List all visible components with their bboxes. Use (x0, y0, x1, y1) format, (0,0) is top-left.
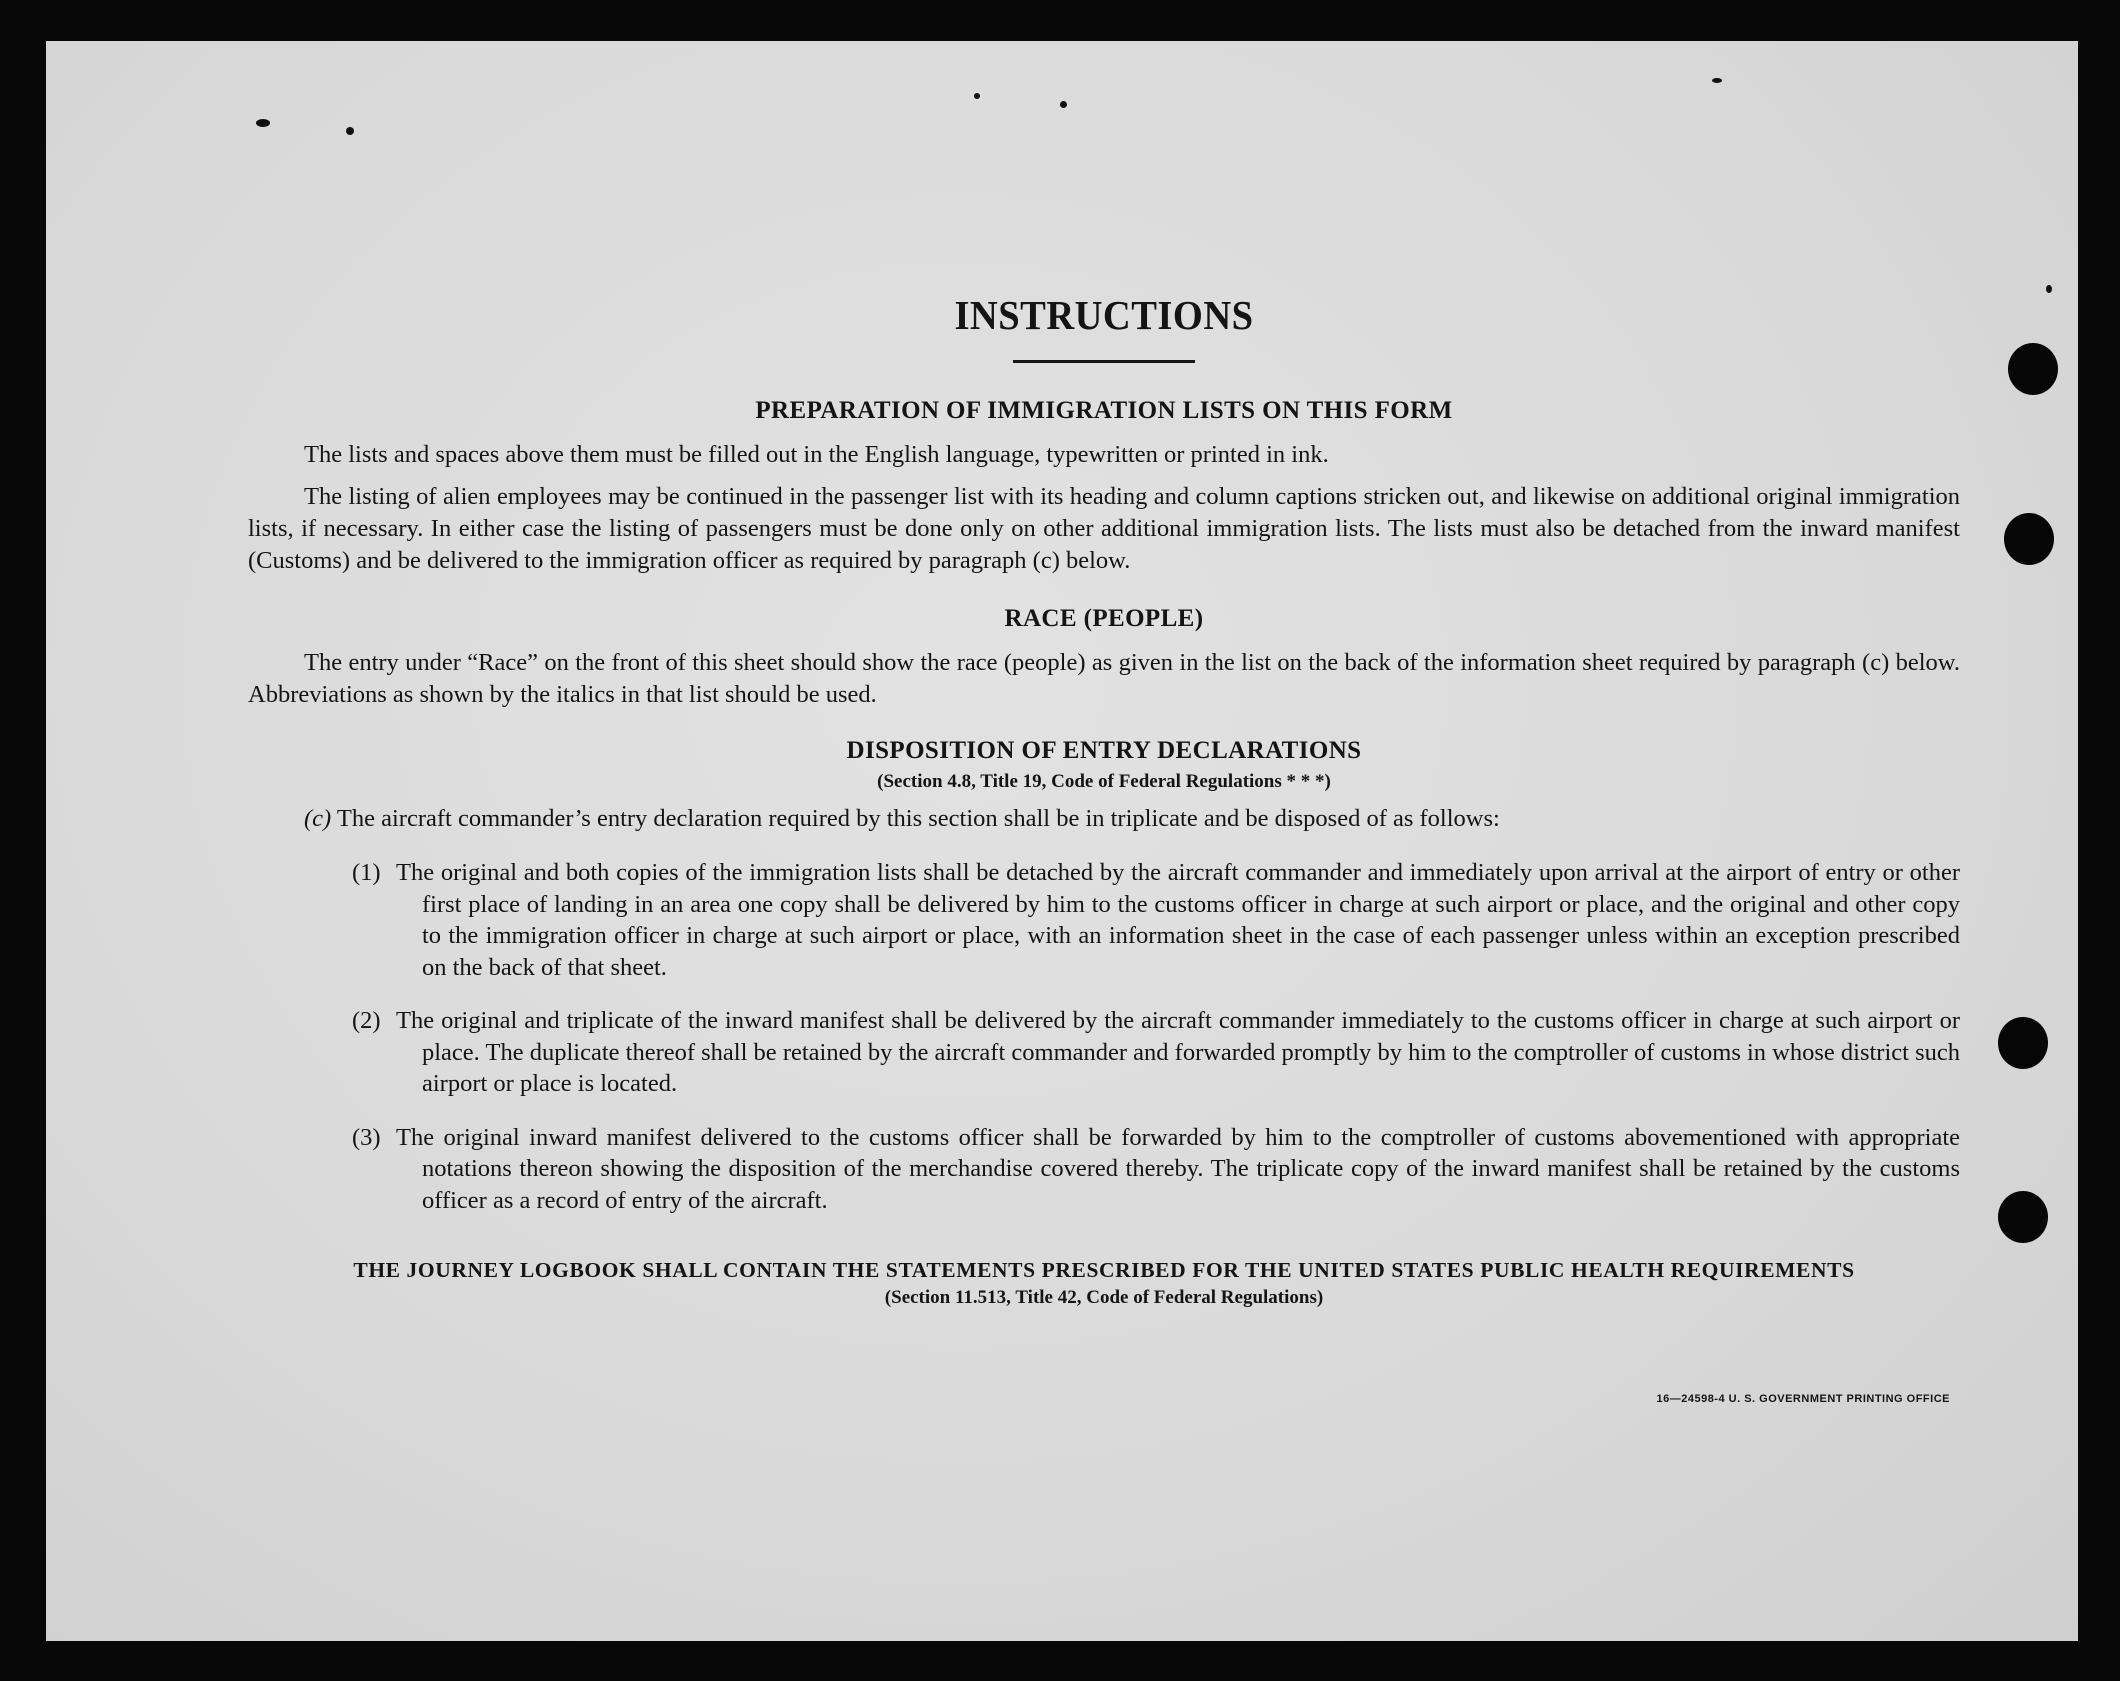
section-heading-race: RACE (PEOPLE) (1004, 605, 1204, 632)
title-underline (1013, 360, 1195, 363)
item-number: (3) (352, 1123, 381, 1151)
punch-hole (2008, 343, 2058, 395)
preparation-paragraph-1: The lists and spaces above them must be filled out in the English language, typewritten or printed in ink. (304, 441, 1329, 468)
speck (256, 119, 270, 127)
speck (974, 93, 980, 99)
punch-hole (2004, 513, 2054, 565)
disposition-reference: (Section 4.8, Title 19, Code of Federal Regulations * * *) (877, 771, 1331, 792)
item-text: The original and both copies of the immigration lists shall be detached by the aircraft commander and immediately upon arrival at the airport of entry or other first place of landing in an area one copy shall be delivered by him to the customs officer in charge at such airport or place, and the original and other copy to the immigration officer in charge at such airport or place, with an information sheet in the case of each passenger unless within an exception prescribed on the back of that sheet. (396, 859, 1960, 981)
page-title: INSTRUCTIONS (954, 292, 1254, 338)
speck (1712, 78, 1722, 83)
disposition-item-3 (248, 1122, 1960, 1217)
disposition-intro-text: The aircraft commander’s entry declaration required by this section shall be in triplicate and be disposed of as follows: (336, 805, 1500, 832)
punch-hole (1998, 1017, 2048, 1069)
printing-office-code: 16—24598-4 U. S. GOVERNMENT PRINTING OFFICE (1656, 1393, 1950, 1405)
public-health-reference: (Section 11.513, Title 42, Code of Federal Regulations) (884, 1287, 1324, 1308)
disposition-intro-label: (c) (304, 805, 332, 832)
disposition-intro (248, 803, 1960, 835)
speck (2046, 285, 2052, 293)
section-heading-disposition: DISPOSITION OF ENTRY DECLARATIONS (846, 737, 1362, 764)
item-text: The original and triplicate of the inward manifest shall be delivered by the aircraft commander immediately to the customs officer in charge at such airport or place. The duplicate thereof shall be retained by the aircraft commander and forwarded promptly by him to the comptroller of customs in whose district such airport or place is located. (396, 1007, 1960, 1097)
document-sheet (46, 41, 2078, 1641)
public-health-statement: THE JOURNEY LOGBOOK SHALL CONTAIN THE STATEMENTS PRESCRIBED FOR THE UNITED STATES PUBLIC HEALTH REQUIREMENTS (353, 1258, 1855, 1282)
speck (346, 127, 354, 135)
punch-hole (1998, 1191, 2048, 1243)
instructions-body (248, 255, 1960, 1309)
section-heading-preparation: PREPARATION OF IMMIGRATION LISTS ON THIS FORM (755, 397, 1453, 424)
item-number: (2) (352, 1007, 381, 1034)
disposition-item-1 (248, 857, 1960, 983)
item-number: (1) (352, 859, 381, 886)
race-paragraph: The entry under “Race” on the front of this sheet should show the race (people) as given in the list on the back of the information sheet required by paragraph (c) below. Abbreviations as shown by the italics in that list should be used. (248, 649, 1960, 708)
preparation-paragraph-2: The listing of alien employees may be continued in the passenger list with its heading and column captions stricken out, and likewise on additional original immigration lists, if necessary. In either case the listing of passengers must be done only on other additional immigration lists. The lists must also be detached from the inward manifest (Customs) and be delivered to the immigration officer as required by paragraph (c) below. (248, 483, 1960, 574)
speck (1060, 101, 1067, 108)
disposition-item-2 (248, 1005, 1960, 1100)
item-text: The original inward manifest delivered to the customs officer shall be forwarded by him to the comptroller of customs abovementioned with appropriate notations thereon showing the disposition of the merchandise covered thereby. The triplicate copy of the inward manifest shall be retained by the customs officer as a record of entry of the aircraft. (396, 1123, 1960, 1214)
